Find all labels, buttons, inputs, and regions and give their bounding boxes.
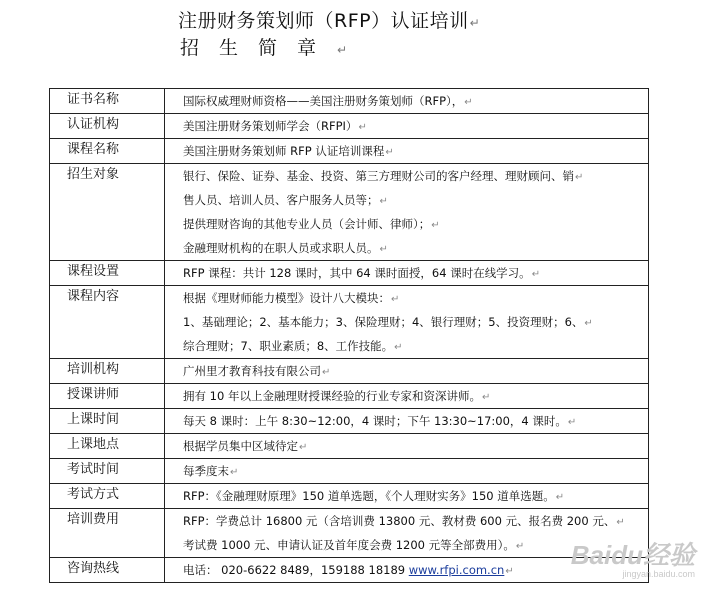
line-break-icon: ↵ — [385, 147, 394, 158]
row-value — [165, 484, 649, 509]
paragraph-mark-icon: ↵ — [337, 43, 348, 57]
value-line — [183, 212, 648, 236]
value-text: 每季度末 — [183, 464, 229, 478]
value-text: 提供理财咨询的其他专业人员（会计师、律师）； — [183, 217, 431, 231]
value-line — [183, 509, 648, 533]
row-label: 证书名称 — [50, 89, 165, 114]
line-break-icon: ↵ — [616, 517, 625, 528]
line-break-icon: ↵ — [584, 318, 593, 329]
table-row — [50, 459, 649, 484]
value-line — [183, 89, 648, 113]
row-label: 咨询热线 — [50, 558, 165, 583]
value-line — [183, 434, 648, 458]
table-row-hotline — [50, 558, 649, 583]
row-value — [165, 286, 649, 359]
value-line — [183, 188, 648, 212]
row-label: 授课讲师 — [50, 384, 165, 409]
value-text: 美国注册财务策划师 RFP 认证培训课程 — [183, 144, 385, 158]
table-row — [50, 484, 649, 509]
value-text: 1、基础理论；2、基本能力；3、保险理财；4、银行理财；5、投资理财；6、 — [183, 315, 584, 329]
watermark-url: jingyan.baidu.com — [622, 569, 695, 579]
row-value — [165, 459, 649, 484]
line-break-icon: ↵ — [515, 541, 525, 552]
row-value — [165, 114, 649, 139]
document-title: 注册财务策划师（RFP）认证培训↵ — [178, 10, 480, 32]
document-subtitle: 招生简章↵ — [180, 37, 348, 59]
value-text: 根据学员集中区域待定 — [183, 439, 298, 453]
line-break-icon: ↵ — [358, 122, 367, 133]
table-row — [50, 139, 649, 164]
row-value — [165, 261, 649, 286]
value-line — [183, 286, 648, 310]
website-link[interactable]: www.rfpi.com.cn — [408, 563, 505, 577]
value-text: 根据《理财师能力模型》设计八大模块： — [183, 291, 390, 305]
phone-text: 电话： 020-6622 8489，159188 18189 — [183, 563, 409, 577]
value-text: RFP 课程：共计 128 课时，其中 64 课时面授，64 课时在线学习。 — [183, 266, 531, 280]
row-label: 培训机构 — [50, 359, 165, 384]
value-text: RFP：《金融理财原理》150 道单选题，《个人理财实务》150 道单选题。 — [183, 489, 555, 503]
row-value — [165, 139, 649, 164]
value-line — [183, 164, 648, 188]
value-text: 售人员、培训人员、客户服务人员等； — [183, 193, 379, 207]
table-row — [50, 164, 649, 261]
row-label: 考试方式 — [50, 484, 165, 509]
row-label: 招生对象 — [50, 164, 165, 261]
table-row — [50, 114, 649, 139]
value-line — [183, 139, 648, 163]
value-line — [183, 310, 648, 334]
row-value — [165, 89, 649, 114]
value-text: RFP：学费总计 16800 元（含培训费 13800 元、教材费 600 元、报名费 200 元、 — [183, 514, 616, 528]
value-line — [183, 334, 648, 358]
value-line — [183, 261, 648, 285]
table-row — [50, 286, 649, 359]
info-table — [49, 88, 649, 583]
value-line — [183, 484, 648, 508]
line-break-icon: ↵ — [555, 492, 565, 503]
line-break-icon: ↵ — [230, 467, 239, 478]
row-label: 课程设置 — [50, 261, 165, 286]
value-line — [183, 409, 648, 433]
value-text: 国际权威理财师资格——美国注册财务策划师（RFP）， — [183, 94, 464, 108]
row-label: 上课时间 — [50, 409, 165, 434]
row-label: 考试时间 — [50, 459, 165, 484]
value-text: 金融理财机构的在职人员或求职人员。 — [183, 241, 379, 255]
table-row — [50, 89, 649, 114]
line-break-icon: ↵ — [431, 220, 440, 231]
value-text: 拥有 10 年以上金融理财授课经验的行业专家和资深讲师。 — [183, 389, 481, 403]
row-label: 上课地点 — [50, 434, 165, 459]
row-label: 培训费用 — [50, 509, 165, 558]
row-value — [165, 359, 649, 384]
line-break-icon: ↵ — [575, 172, 584, 183]
line-break-icon: ↵ — [481, 392, 491, 403]
value-text: 广州里才教育科技有限公司 — [183, 364, 321, 378]
row-value — [165, 434, 649, 459]
line-break-icon: ↵ — [379, 244, 388, 255]
value-text: 考试费 1000 元、申请认证及首年度会费 1200 元等全部费用）。 — [183, 538, 515, 552]
row-value — [165, 384, 649, 409]
table-row — [50, 434, 649, 459]
table-row — [50, 409, 649, 434]
line-break-icon: ↵ — [391, 294, 400, 305]
table-row — [50, 384, 649, 409]
line-break-icon: ↵ — [505, 566, 514, 577]
row-value — [165, 409, 649, 434]
value-text: 美国注册财务策划师学会（RFPI） — [183, 119, 358, 133]
row-label: 认证机构 — [50, 114, 165, 139]
value-line — [183, 359, 648, 383]
row-label: 课程内容 — [50, 286, 165, 359]
line-break-icon: ↵ — [567, 417, 577, 428]
row-label: 课程名称 — [50, 139, 165, 164]
line-break-icon: ↵ — [394, 342, 403, 353]
watermark — [571, 542, 695, 579]
paragraph-mark-icon: ↵ — [469, 16, 480, 30]
baidu-jingyan-logo: Baidu经验 — [570, 540, 695, 570]
value-line — [183, 459, 648, 483]
value-line — [183, 384, 648, 408]
line-break-icon: ↵ — [322, 367, 331, 378]
line-break-icon: ↵ — [299, 442, 308, 453]
line-break-icon: ↵ — [531, 269, 541, 280]
table-row — [50, 359, 649, 384]
row-value — [165, 164, 649, 261]
line-break-icon: ↵ — [379, 196, 388, 207]
value-line — [183, 114, 648, 138]
line-break-icon: ↵ — [464, 97, 473, 108]
value-line — [183, 236, 648, 260]
value-text: 综合理财；7、职业素质；8、工作技能。 — [183, 339, 394, 353]
value-text: 银行、保险、证券、基金、投资、第三方理财公司的客户经理、理财顾问、销 — [183, 169, 574, 183]
table-row — [50, 509, 649, 558]
table-row — [50, 261, 649, 286]
value-text: 每天 8 课时：上午 8:30~12:00，4 课时；下午 13:30~17:00，4 课时。 — [183, 414, 567, 428]
